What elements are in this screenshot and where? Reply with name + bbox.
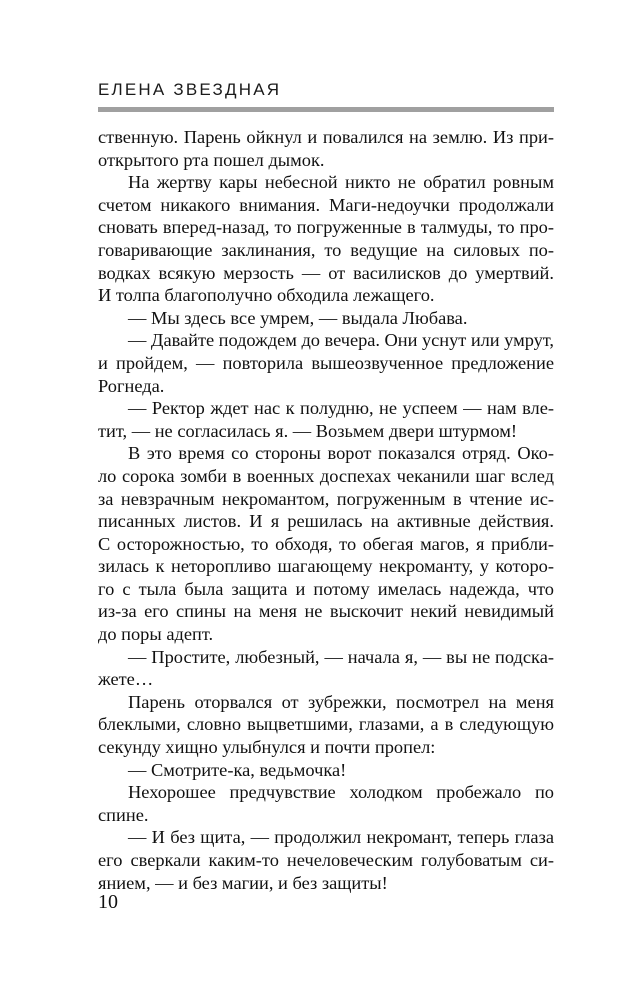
text-line: — Простите, любезный, — начала я, — вы не подска-: [128, 646, 554, 667]
text-line: тит, — не согласилась я. — Возьмем двери штурмом!: [98, 420, 517, 441]
text-line: Нехорошее предчувствие холодком пробежало по: [128, 782, 554, 803]
text-line: секунду хищно улыбнулся и почти пропел:: [98, 737, 436, 758]
text-line: — Давайте подождем до вечера. Они уснут или умрут,: [128, 330, 554, 351]
text-line: ственную. Парень ойкнул и повалился на землю. Из при-: [98, 127, 554, 147]
text-line: и пройдем, — повторила вышеозвученное предложение: [98, 352, 554, 373]
text-line: писанных листов. И я решилась на активные действия.: [98, 511, 554, 532]
text-line: го с тыла была защита и потому имелась надежда, что: [98, 578, 554, 599]
text-line: его сверкали каким-то нечеловеческим голубоватым си-: [98, 850, 554, 870]
text-line: С осторожностью, то обходя, то обегая магов, я прибли-: [98, 533, 554, 554]
text-line: зилась к неторопливо шагающему некроманту, у которо-: [98, 556, 554, 577]
text-line: водках всякую мерзость — от василисков до умертвий.: [98, 262, 554, 283]
text-line: из-за его спины на меня не выскочит некий невидимый: [98, 601, 554, 622]
header-rule: [98, 107, 554, 112]
text-line: — Мы здесь все умрем, — выдала Любава.: [128, 307, 468, 328]
text-line: до поры адепт.: [98, 624, 214, 645]
text-line: Парень оторвался от зубрежки, посмотрел на меня: [128, 691, 554, 712]
text-line: — И без щита, — продолжил некромант, теперь глаза: [128, 827, 554, 848]
text-line: И толпа благополучно обходила лежащего.: [98, 285, 435, 306]
text-line: жете…: [98, 669, 154, 690]
text-line: сновать вперед-назад, то погруженные в талмуды, то про-: [98, 217, 554, 238]
text-line: говаривающие заклинания, то ведущие на силовых по-: [98, 239, 554, 260]
text-line: блеклыми, словно выцветшими, глазами, а в следующую: [98, 714, 554, 735]
text-line: Рогнеда.: [98, 375, 165, 396]
text-line: за невзрачным некромантом, погруженным в чтение ис-: [98, 488, 554, 509]
text-line: счетом никакого внимания. Маги-недоучки продолжали: [98, 194, 554, 215]
page-number: 10: [98, 891, 118, 913]
body-text: [98, 126, 554, 894]
text-line: В это время со стороны ворот показался отряд. Око-: [128, 443, 554, 464]
text-line: — Ректор ждет нас к полудню, не успеем — нам вле-: [128, 398, 554, 419]
text-line: спине.: [98, 804, 149, 825]
text-line: открытого рта пошел дымок.: [98, 149, 325, 170]
text-line: ло сорока зомби в военных доспехах чеканили шаг вслед: [98, 465, 554, 486]
running-head-author: ЕЛЕНА ЗВЕЗДНАЯ: [98, 80, 282, 99]
text-line: — Смотрите-ка, ведьмочка!: [128, 759, 347, 780]
text-line: янием, — и без магии, и без защиты!: [98, 872, 388, 893]
text-line: На жертву кары небесной никто не обратил ровным: [128, 172, 554, 193]
